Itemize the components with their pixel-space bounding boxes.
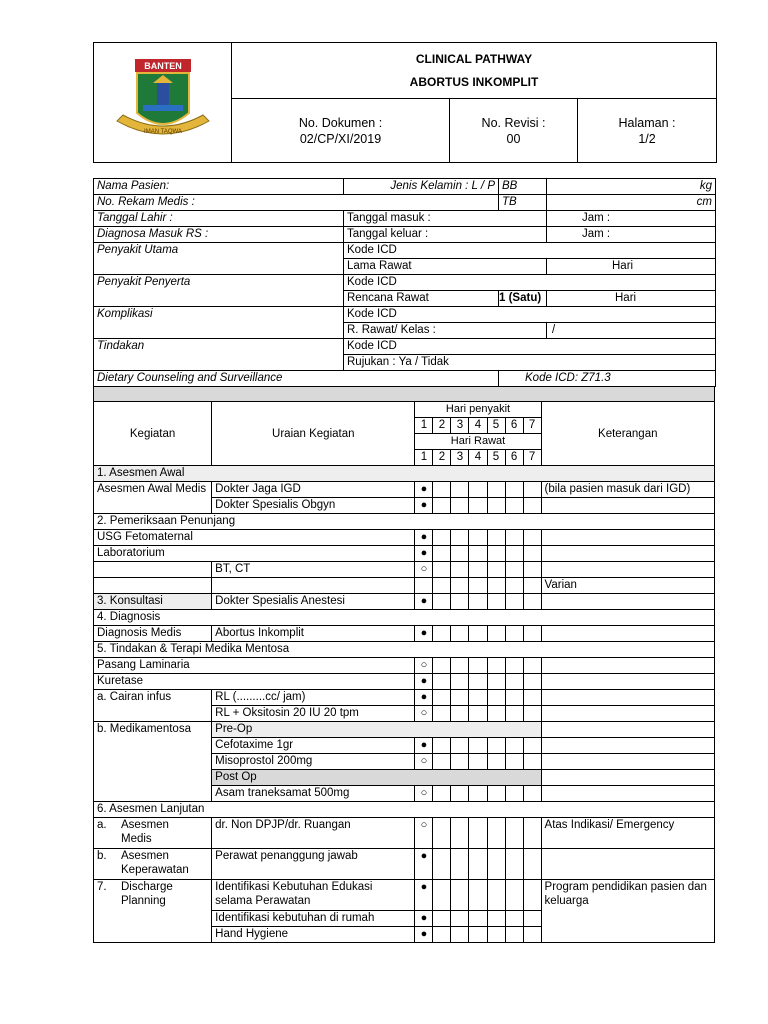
- tb-unit: cm: [547, 195, 716, 211]
- head-uraian: Uraian Kegiatan: [212, 402, 415, 466]
- asesmen-medis-letter: a.: [97, 819, 107, 831]
- filled-mark: ●: [415, 674, 433, 690]
- pre-op: Pre-Op: [212, 722, 541, 738]
- filled-mark: ●: [415, 594, 433, 610]
- diag-masuk-label: Diagnosa Masuk RS :: [94, 227, 344, 243]
- day-cell: 6: [505, 450, 523, 466]
- asesmen-kep-cell: [94, 849, 212, 880]
- day-cell: 1: [415, 418, 433, 434]
- jam-masuk-label: Jam :: [547, 211, 716, 227]
- asesmen-awal-medis: Asesmen Awal Medis: [94, 482, 212, 514]
- rencana-rawat-value: 1 (Satu): [499, 291, 547, 307]
- bb-unit: kg: [547, 179, 716, 195]
- rawat-kelas-label: R. Rawat/ Kelas :: [344, 323, 547, 339]
- revision-label: No. Revisi :: [481, 115, 546, 130]
- usg: USG Fetomaternal: [94, 530, 415, 546]
- identifikasi-edukasi: Identifikasi Kebutuhan Edukasi selama Perawatan: [212, 880, 415, 911]
- tb-label: TB: [499, 195, 547, 211]
- laboratorium: Laboratorium: [94, 546, 415, 562]
- empty-mark: ○: [415, 754, 433, 770]
- revision-cell: [450, 99, 578, 163]
- no-rm-label: No. Rekam Medis :: [94, 195, 499, 211]
- section-asesmen-lanjutan: 6. Asesmen Lanjutan: [94, 802, 715, 818]
- filled-mark: ●: [415, 530, 433, 546]
- day-cell: 2: [433, 418, 451, 434]
- discharge-planning: Discharge Planning: [121, 881, 173, 907]
- kode-icd-2: Kode ICD: [344, 275, 716, 291]
- section-penunjang: 2. Pemeriksaan Penunjang: [94, 514, 715, 530]
- cairan-infus: a. Cairan infus: [94, 690, 212, 722]
- dokter-anestesi: Dokter Spesialis Anestesi: [212, 594, 415, 610]
- komplikasi-label: Komplikasi: [94, 307, 344, 339]
- tindakan-label: Tindakan: [94, 339, 344, 371]
- revision-value: 00: [506, 131, 521, 146]
- filled-mark: ●: [415, 911, 433, 927]
- ket-igd: (bila pasien masuk dari IGD): [541, 482, 714, 498]
- lama-rawat-hari: Hari: [547, 259, 716, 275]
- kode-icd-4: Kode ICD: [344, 339, 716, 355]
- tgl-keluar-label: Tanggal keluar :: [344, 227, 547, 243]
- day-cell: 7: [523, 450, 541, 466]
- filled-mark: ●: [415, 738, 433, 754]
- head-kegiatan: Kegiatan: [94, 402, 212, 466]
- section-asesmen-awal: 1. Asesmen Awal: [94, 466, 715, 482]
- empty-mark: ○: [415, 818, 433, 849]
- day-cell: 5: [487, 450, 505, 466]
- page-subtitle: ABORTUS INKOMPLIT: [409, 74, 539, 89]
- dokter-jaga: Dokter Jaga IGD: [212, 482, 415, 498]
- doc-number-value: 02/CP/XI/2019: [299, 131, 382, 146]
- day-cell: 1: [415, 450, 433, 466]
- empty-mark: ○: [415, 562, 433, 578]
- misoprostol: Misoprostol 200mg: [212, 754, 415, 770]
- day-cell: 4: [469, 418, 487, 434]
- banten-logo-icon: [113, 55, 213, 147]
- lama-rawat-label: Lama Rawat: [344, 259, 547, 275]
- filled-mark: ●: [415, 849, 433, 880]
- filled-mark: ●: [415, 482, 433, 498]
- patient-info-table: [93, 178, 716, 387]
- rujukan-label: Rujukan : Ya / Tidak: [344, 355, 716, 371]
- kode-icd-1: Kode ICD: [344, 243, 716, 259]
- rl: RL (.........cc/ jam): [212, 690, 415, 706]
- bt-ct: BT, CT: [212, 562, 415, 578]
- penyakit-penyerta-label: Penyakit Penyerta: [94, 275, 344, 307]
- dokter-obgyn: Dokter Spesialis Obgyn: [212, 498, 415, 514]
- varian: Varian: [541, 578, 714, 594]
- logo-cell: [94, 43, 232, 163]
- pasang-laminaria: Pasang Laminaria: [94, 658, 415, 674]
- rencana-rawat-label: Rencana Rawat: [344, 291, 499, 307]
- asam-traneksamat: Asam traneksamat 500mg: [212, 786, 415, 802]
- empty-mark: ○: [415, 658, 433, 674]
- day-cell: 3: [451, 450, 469, 466]
- non-dpjp: dr. Non DPJP/dr. Ruangan: [212, 818, 415, 849]
- section-diagnosis: 4. Diagnosis: [94, 610, 715, 626]
- filled-mark: ●: [415, 546, 433, 562]
- day-cell: 6: [505, 418, 523, 434]
- day-cell: 3: [451, 418, 469, 434]
- head-hari-rawat: Hari Rawat: [415, 434, 541, 450]
- doc-number-label: No. Dokumen :: [298, 115, 383, 130]
- document-header: [93, 42, 717, 163]
- title-cell: [232, 43, 717, 99]
- penyakit-utama-label: Penyakit Utama: [94, 243, 344, 275]
- filled-mark: ●: [415, 626, 433, 642]
- dietary-label: Dietary Counseling and Surveillance: [94, 371, 499, 387]
- post-op: Post Op: [212, 770, 541, 786]
- page-label: Halaman :: [618, 115, 676, 130]
- page-cell: [578, 99, 717, 163]
- discharge-cell: [94, 880, 212, 943]
- logo-text: BANTEN: [143, 60, 182, 71]
- head-hari-penyakit: Hari penyakit: [415, 402, 541, 418]
- jenis-kelamin-label: Jenis Kelamin : L / P: [344, 179, 499, 195]
- page-title: CLINICAL PATHWAY: [415, 51, 533, 66]
- filled-mark: ●: [415, 927, 433, 943]
- identifikasi-rumah: Identifikasi kebutuhan di rumah: [212, 911, 415, 927]
- hand-hygiene: Hand Hygiene: [212, 927, 415, 943]
- nama-pasien-label: Nama Pasien:: [94, 179, 344, 195]
- section-tindakan: 5. Tindakan & Terapi Medika Mentosa: [94, 642, 715, 658]
- filled-mark: ●: [415, 498, 433, 514]
- kuretase: Kuretase: [94, 674, 415, 690]
- doc-number-cell: [232, 99, 450, 163]
- kode-icd-3: Kode ICD: [344, 307, 716, 323]
- asesmen-medis-cell: [94, 818, 212, 849]
- day-cell: 7: [523, 418, 541, 434]
- empty-mark: ○: [415, 786, 433, 802]
- cefotaxime: Cefotaxime 1gr: [212, 738, 415, 754]
- page-value: 1/2: [638, 131, 656, 146]
- empty-mark: ○: [415, 706, 433, 722]
- logo-motto: IMAN TAQWA: [143, 128, 182, 135]
- tgl-masuk-label: Tanggal masuk :: [344, 211, 547, 227]
- program-pendidikan: Program pendidikan pasien dan keluarga: [541, 880, 714, 943]
- medikamentosa: b. Medikamentosa: [94, 722, 212, 802]
- filled-mark: ●: [415, 880, 433, 911]
- rencana-rawat-hari: Hari: [547, 291, 716, 307]
- rawat-kelas-slash: /: [547, 323, 716, 339]
- rl-oksitosin: RL + Oksitosin 20 IU 20 tpm: [212, 706, 415, 722]
- gray-separator: [94, 387, 715, 402]
- perawat: Perawat penanggung jawab: [212, 849, 415, 880]
- dietary-icd: Kode ICD: Z71.3: [499, 371, 716, 387]
- asesmen-kep-letter: b.: [97, 850, 107, 862]
- diagnosis-medis: Diagnosis Medis: [94, 626, 212, 642]
- asesmen-medis: Asesmen Medis: [121, 819, 169, 845]
- day-cell: 4: [469, 450, 487, 466]
- tgl-lahir-label: Tanggal Lahir :: [94, 211, 344, 227]
- day-cell: 5: [487, 418, 505, 434]
- atas-indikasi: Atas Indikasi/ Emergency: [541, 818, 714, 849]
- jam-keluar-label: Jam :: [547, 227, 716, 243]
- section-konsultasi: 3. Konsultasi: [94, 594, 212, 610]
- day-cell: 2: [433, 450, 451, 466]
- activity-table: [93, 386, 715, 943]
- asesmen-keperawatan: Asesmen Keperawatan: [121, 850, 189, 876]
- bb-label: BB: [499, 179, 547, 195]
- head-keterangan: Keterangan: [541, 402, 714, 466]
- filled-mark: ●: [415, 690, 433, 706]
- discharge-number: 7.: [97, 881, 107, 893]
- abortus-inkomplit: Abortus Inkomplit: [212, 626, 415, 642]
